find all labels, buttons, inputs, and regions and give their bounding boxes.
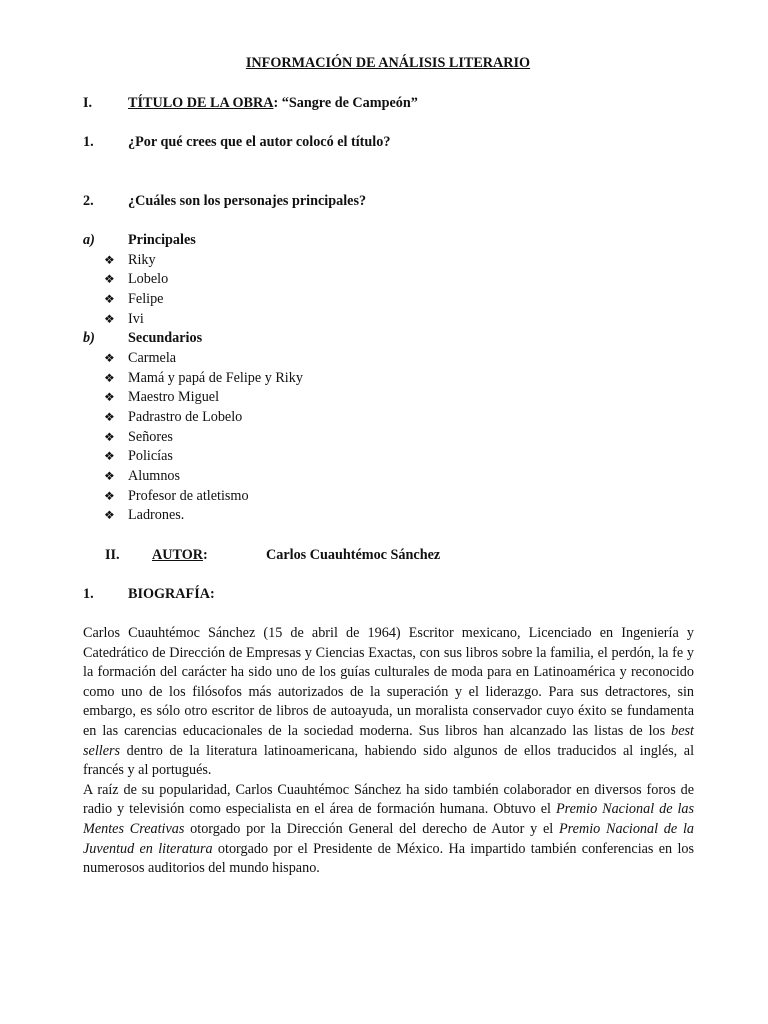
diamond-bullet-icon: ❖ [104, 390, 115, 404]
principal-character: Felipe [128, 291, 164, 307]
secundarios-heading: Secundarios [128, 330, 203, 346]
secondary-character: Padrastro de Lobelo [128, 409, 243, 425]
section-1-label: TÍTULO DE LA OBRA [128, 95, 274, 111]
diamond-bullet-icon: ❖ [104, 272, 115, 286]
question-1-number: 1. [83, 134, 94, 150]
diamond-bullet-icon: ❖ [104, 292, 115, 306]
secondary-character: Alumnos [128, 468, 181, 484]
section-2-separator: : [202, 547, 208, 563]
section-2-heading [152, 546, 208, 564]
section-2-number: II. [105, 547, 120, 563]
secondary-character: Policías [128, 448, 173, 464]
biography-paragraph-2 [83, 781, 694, 879]
section-1-number: I. [83, 95, 93, 111]
section-1-heading [128, 94, 418, 112]
biography-heading: BIOGRAFÍA: [128, 586, 215, 602]
secondary-character: Profesor de atletismo [128, 488, 249, 504]
diamond-bullet-icon: ❖ [104, 371, 115, 385]
section-1-separator: : [273, 95, 279, 111]
secundarios-marker: b) [83, 330, 95, 346]
question-2-number: 2. [83, 193, 94, 209]
diamond-bullet-icon: ❖ [104, 430, 115, 444]
biography-body [83, 624, 694, 879]
biography-p2-text: A raíz de su popularidad, Carlos Cuauhtémoc Sánchez ha sido también colaborador en diversos foros de radio y televisión como especialista en el área de formación humana. Obtuvo el [83, 781, 694, 818]
principal-character: Lobelo [128, 271, 169, 287]
biography-p2-text-mid: otorgado por la Dirección General del derecho de Autor y el [190, 820, 554, 837]
work-title: “Sangre de Campeón” [281, 95, 418, 111]
biography-number: 1. [83, 586, 94, 602]
biography-p2-text-end: otorgado por el Presidente de México. Ha impartido también conferencias en los numerosos auditorios del mundo hispano. [83, 840, 695, 877]
secondary-character: Ladrones. [128, 507, 185, 523]
secondary-character: Mamá y papá de Felipe y Riky [128, 370, 303, 386]
diamond-bullet-icon: ❖ [104, 351, 115, 365]
biography-p1-text: Carlos Cuauhtémoc Sánchez (15 de abril de 1964) Escritor mexicano, Licenciado en Ingeniería y Catedrático de Dirección de Empresas y Ciencias Exactas, con sus libros sobre la familia, el perdón, la fe y la formación del carácter ha sido uno de los guías culturales de moda para en Latinoamérica y reconocido como uno de los filósofos más autorizados de la superación y el liderazgo. Para sus detractores, sin embargo, es sólo otro escritor de libros de autoayuda, un moralista conservador cuyo éxito se fundamenta en las carencias educacionales de la sociedad moderna. Sus libros han alcanzado las listas de los [83, 625, 694, 739]
document-title: INFORMACIÓN DE ANÁLISIS LITERARIO [245, 55, 531, 71]
biography-paragraph-1 [83, 624, 694, 781]
biography-p1-text-end: dentro de la literatura latinoamericana, habiendo sido algunos de ellos traducidos al inglés, al francés y al portugués. [83, 742, 695, 779]
principal-character: Ivi [128, 311, 144, 327]
question-1-text: ¿Por qué crees que el autor colocó el título? [128, 134, 391, 150]
principales-heading: Principales [128, 232, 196, 248]
diamond-bullet-icon: ❖ [104, 410, 115, 424]
biography-p1-italic: best sellers [83, 722, 694, 759]
secondary-character: Señores [128, 429, 173, 445]
secondary-character: Maestro Miguel [128, 389, 220, 405]
diamond-bullet-icon: ❖ [104, 449, 115, 463]
question-2-text: ¿Cuáles son los personajes principales? [128, 193, 367, 209]
principales-marker: a) [83, 232, 95, 248]
diamond-bullet-icon: ❖ [104, 508, 115, 522]
diamond-bullet-icon: ❖ [104, 312, 115, 326]
secondary-character: Carmela [128, 350, 177, 366]
principal-character: Riky [128, 252, 156, 268]
section-2-label: AUTOR [152, 547, 203, 563]
diamond-bullet-icon: ❖ [104, 469, 115, 483]
award-name-2: Premio Nacional de la Juventud en literatura [83, 820, 694, 857]
award-name-1: Premio Nacional de las Mentes Creativas [83, 801, 695, 837]
diamond-bullet-icon: ❖ [104, 489, 115, 503]
author-name: Carlos Cuauhtémoc Sánchez [266, 547, 441, 563]
diamond-bullet-icon: ❖ [104, 253, 115, 267]
